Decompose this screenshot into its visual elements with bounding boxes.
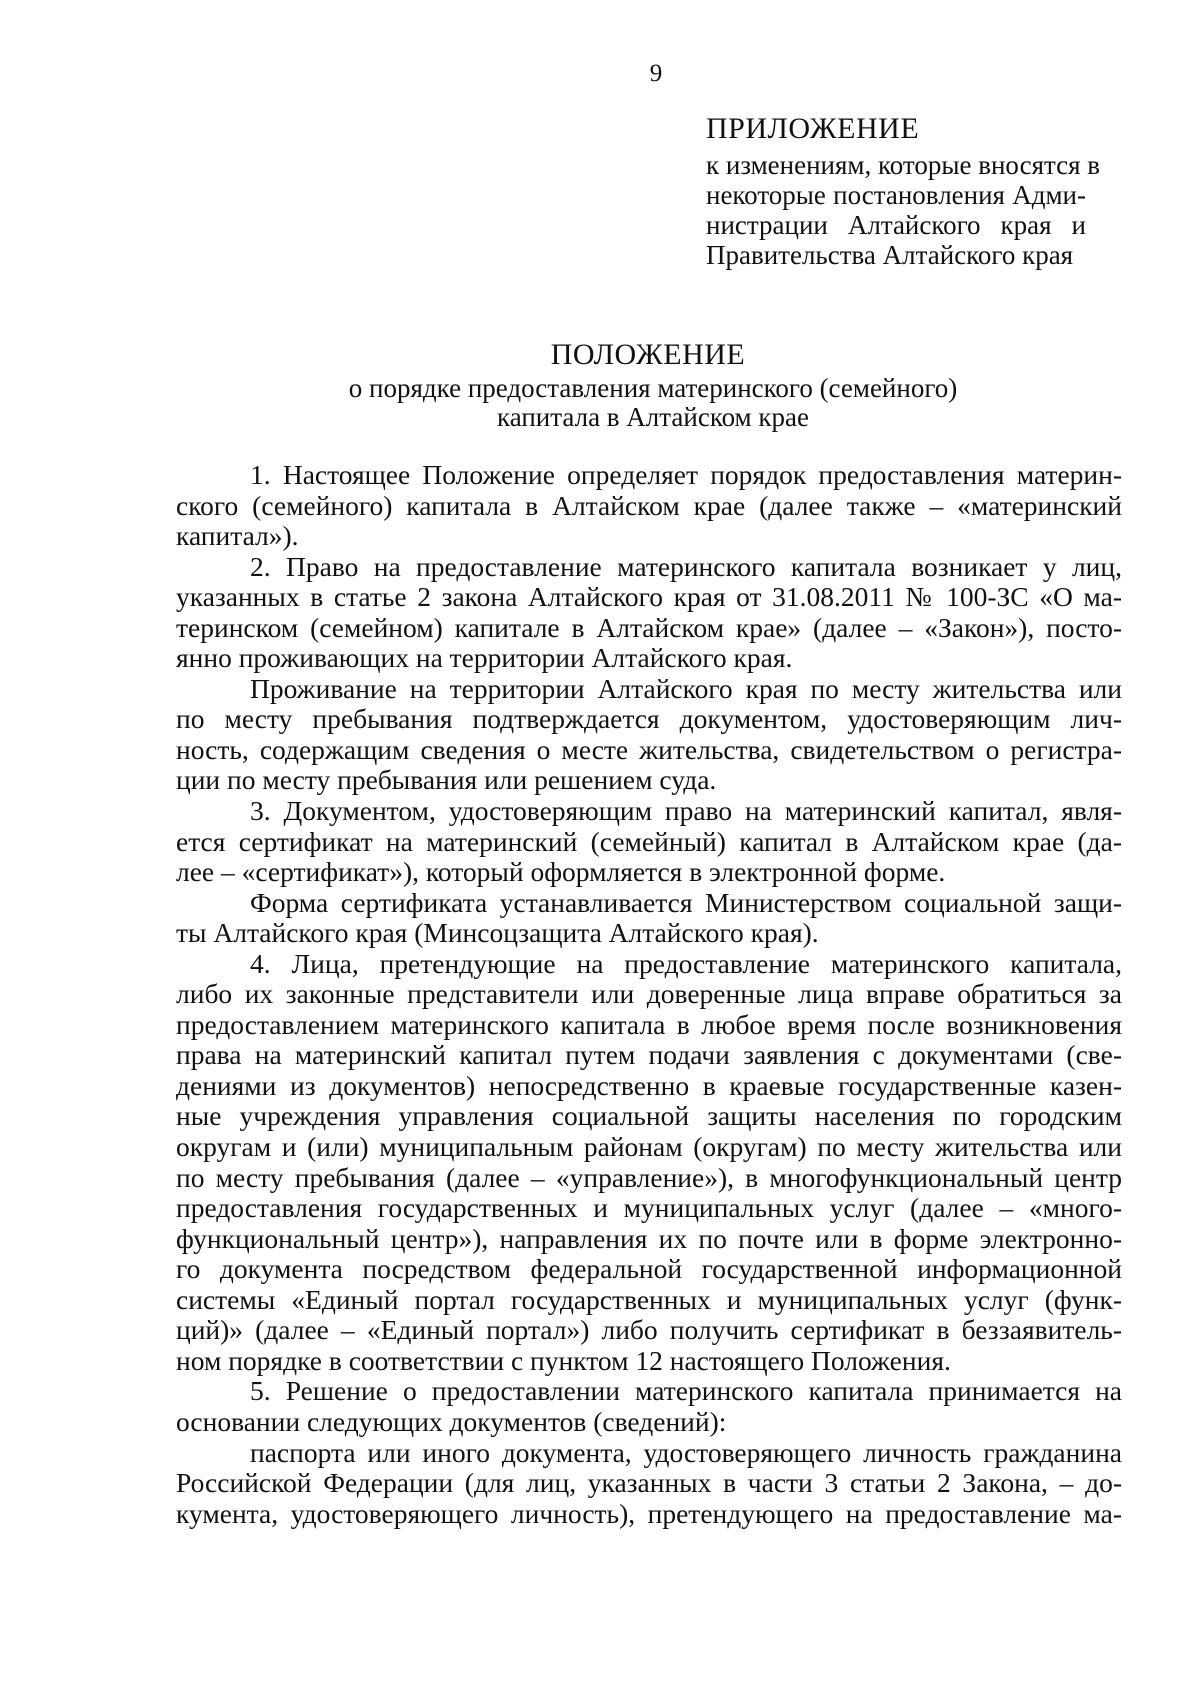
text-line: ции по месту пребывания или решением суда. [176,764,717,796]
text-line: дениями из документов) непосредственно в краевые государственные казен- [176,1069,1122,1101]
appendix-line: к изменениям, которые вносятся в [706,150,1101,180]
text-line: ций)» (далее – «Единый портал») либо получить сертификат в беззаявитель- [176,1314,1122,1346]
text-line: паспорта или иного документа, удостоверяющего личность гражданина [250,1436,1122,1468]
text-line: функциональный центр»), направления их по почте или в форме электронно- [176,1222,1122,1254]
text-line: лее – «сертификат»), который оформляется в электронной форме. [176,856,946,888]
document-heading [176,338,1120,432]
text-line: по месту пребывания (далее – «управление»), в многофункциональный центр [176,1161,1122,1193]
text-line: теринском (семейном) капитале в Алтайском крае» (далее – «Закон»), посто- [176,611,1122,643]
text-line: 3. Документом, удостоверяющим право на материнский капитал, явля- [250,795,1122,827]
text-line: ном порядке в соответствии с пунктом 12 настоящего Положения. [176,1344,951,1376]
heading-subtitle-line: о порядке предоставления материнского (семейного) [348,373,958,403]
text-line: ные учреждения управления социальной защиты населения по городским [176,1100,1122,1132]
text-line: либо их законные представители или доверенные лица вправе обратиться за [176,978,1122,1010]
text-line: капитал»). [176,520,299,552]
text-line: системы «Единый портал государственных и муниципальных услуг (функ- [176,1283,1122,1315]
text-line: по месту пребывания подтверждается документом, удостоверяющим лич- [176,703,1122,735]
text-line: права на материнский капитал путем подачи заявления с документами (све- [176,1039,1122,1071]
appendix-line: некоторые постановления Адми- [706,180,1086,210]
appendix-block [706,112,1101,270]
text-line: 4. Лица, претендующие на предоставление материнского капитала, [250,947,1122,979]
text-line: предоставления государственных и муниципальных услуг (далее – «много- [176,1192,1122,1224]
text-line: 5. Решение о предоставлении материнского капитала принимается на [250,1375,1122,1407]
text-line: округам и (или) муниципальным районам (округам) по месту жительства или [176,1131,1122,1163]
appendix-line: Правительства Алтайского края [706,240,1074,270]
text-line: Проживание на территории Алтайского края по месту жительства или [250,672,1122,704]
appendix-line: нистрации Алтайского края и [706,210,1086,240]
text-line: янно проживающих на территории Алтайского края. [176,642,793,674]
text-line: 1. Настоящее Положение определяет порядок предоставления материн- [250,459,1122,490]
text-line: ского (семейного) капитала в Алтайском крае (далее также – «материнский [176,489,1122,521]
document-body [176,460,1122,1529]
appendix-title: ПРИЛОЖЕНИЕ [706,112,920,145]
text-line: 2. Право на предоставление материнского капитала возникает у лиц, [250,550,1122,582]
text-line: ность, содержащим сведения о месте жительства, свидетельством о регистра- [176,733,1122,765]
text-line: Российской Федерации (для лиц, указанных в части 3 статьи 2 Закона, – до- [176,1467,1122,1499]
text-line: ты Алтайского края (Минсоцзащита Алтайского края). [176,917,819,949]
page-number: 9 [649,60,663,87]
text-line: Форма сертификата устанавливается Министерством социальной защи- [250,886,1122,918]
text-line: го документа посредством федеральной государственной информационной [176,1253,1122,1285]
heading-title: ПОЛОЖЕНИЕ [550,338,746,371]
text-line: указанных в статье 2 закона Алтайского края от 31.08.2011 № 100-ЗС «О ма- [176,581,1122,613]
text-line: ется сертификат на материнский (семейный) капитал в Алтайском крае (да- [176,825,1122,857]
heading-subtitle-line: капитала в Алтайском крае [497,402,809,432]
text-line: кумента, удостоверяющего личность), претендующего на предоставление ма- [176,1497,1122,1529]
text-line: предоставлением материнского капитала в любое время после возникновения [176,1008,1122,1040]
text-line: основании следующих документов (сведений): [176,1405,727,1437]
